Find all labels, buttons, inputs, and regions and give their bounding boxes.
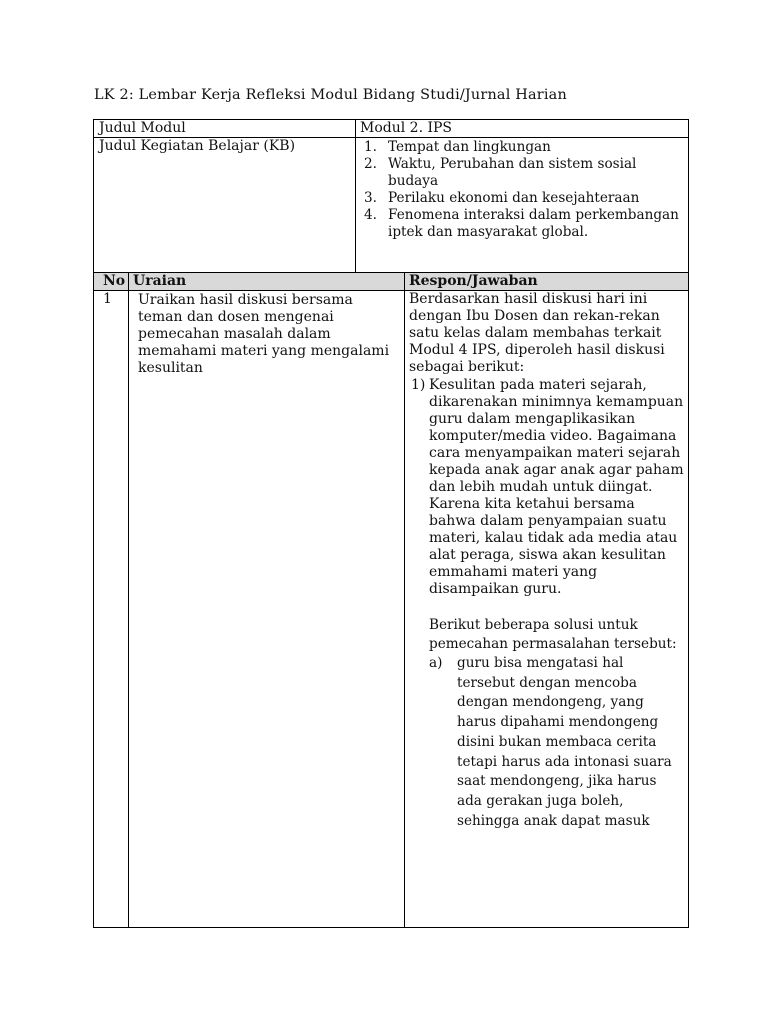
list-item: 1. Tempat dan lingkungan <box>364 139 551 155</box>
learning-activity-list-cell <box>356 138 689 275</box>
module-title-label: Judul Modul <box>94 120 356 138</box>
solution-intro: Berikut beberapa solusi untuk pemecahan permasalahan tersebut: <box>429 617 677 652</box>
table-row <box>94 291 689 928</box>
row-number: 1 <box>94 291 129 928</box>
learning-activity-list <box>360 139 684 241</box>
item-marker: 1) <box>411 377 426 393</box>
document-title: LK 2: Lembar Kerja Refleksi Modul Bidang Studi/Jurnal Harian <box>94 87 567 103</box>
item-marker: a) <box>429 655 443 671</box>
header-no: No <box>94 273 129 291</box>
module-title-value: Modul 2. IPS <box>356 120 689 138</box>
reflection-table <box>93 272 689 928</box>
solution-item-a <box>429 654 684 831</box>
item-text-continued: sehingga anak dapat masuk <box>457 812 650 829</box>
respon-item-1 <box>409 377 684 598</box>
list-item: 2. Waktu, Perubahan dan sistem sosial budaya <box>364 156 637 189</box>
item-text: Kesulitan pada materi sejarah, dikarenakan minimnya kemampuan guru dalam mengaplikasikan komputer/media video. Bagaimana cara menyampaikan materi sejarah kepada anak agar anak agar paham dan lebih mudah untuk diingat. Karena kita ketahui bersama bahwa dalam penyampaian suatu materi, kalau tidak ada media atau alat peraga, siswa akan kesulitan emmahami materi yang disampaikan guru. <box>429 377 684 597</box>
list-item: 3. Perilaku ekonomi dan kesejahteraan <box>364 190 640 206</box>
header-uraian: Uraian <box>129 273 405 291</box>
learning-activity-label: Judul Kegiatan Belajar (KB) <box>94 138 356 275</box>
module-title-row <box>94 120 689 138</box>
list-item: 4. Fenomena interaksi dalam perkembangan iptek dan masyarakat global. <box>364 207 679 240</box>
module-info-table <box>93 119 689 275</box>
uraian-cell <box>129 291 405 928</box>
item-text: guru bisa mengatasi hal tersebut dengan mencoba dengan mendongeng, yang harus dipahami mendongeng disini bukan membaca cerita tetapi harus ada intonasi suara saat mendongeng, jika harus ada gerakan juga boleh, <box>457 655 672 809</box>
learning-activity-row <box>94 138 689 275</box>
header-respon: Respon/Jawaban <box>405 273 689 291</box>
uraian-text: Uraikan hasil diskusi bersama teman dan dosen mengenai pemecahan masalah dalam memahami materi yang mengalami kesulitan <box>138 292 390 376</box>
table-header-row <box>94 273 689 291</box>
respon-cell <box>405 291 689 928</box>
respon-intro: Berdasarkan hasil diskusi hari ini dengan Ibu Dosen dan rekan-rekan satu kelas dalam membahas terkait Modul 4 IPS, diperoleh hasil diskusi sebagai berikut: <box>409 291 665 375</box>
